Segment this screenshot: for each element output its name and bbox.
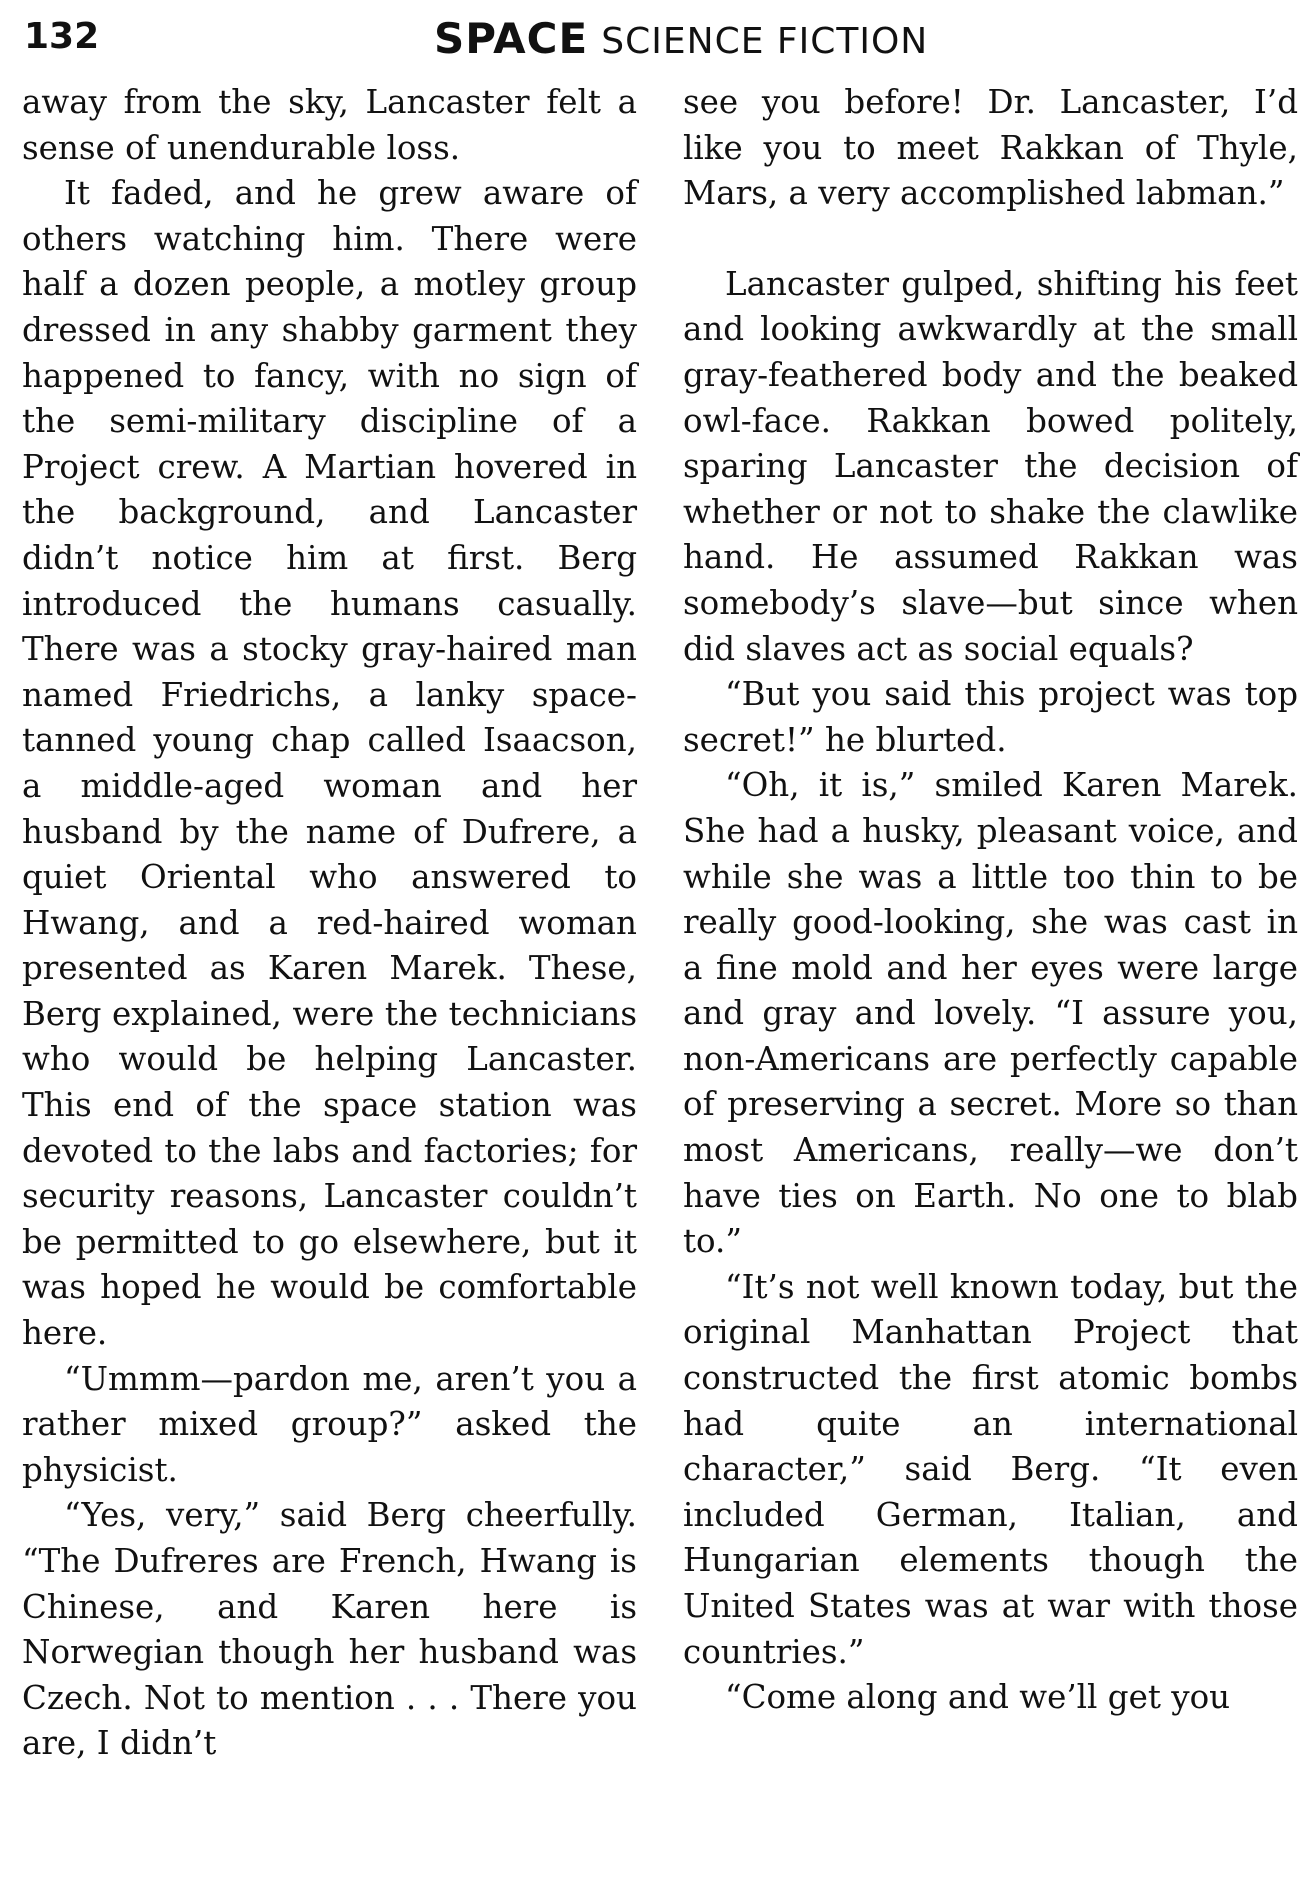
page-header — [24, 10, 1294, 63]
paragraph: Lancaster gulped, shifting his feet and looking awkwardly at the small gray-feathered body and the beaked owl-face. Rakkan bowed politely, sparing Lancaster the decision of whether or not to shake the clawlike hand. He assumed Rakkan was somebody’s slave—but since when did slaves act as social equals? — [683, 264, 1298, 668]
title-bold: SPACE — [434, 14, 589, 63]
paragraph: “Oh, it is,” smiled Karen Marek. She had a husky, pleasant voice, and while she was a little too thin to be really good-looking, she was cast in a fine mold and her eyes were large and gray and lovely. “I assure you, non-Americans are perfectly capable of preserving a secret. More so than most Americans, really—we don’t have ties on Earth. No one to blab to.” — [683, 766, 1298, 1261]
left-column — [22, 80, 637, 1767]
paragraph: “Ummm—pardon me, aren’t you a rather mixed group?” asked the physicist. — [22, 1359, 637, 1489]
title-rest: SCIENCE FICTION — [601, 21, 929, 62]
paragraph: “Yes, very,” said Berg cheerfully. “The Dufreres are French, Hwang is Chinese, and Karen here is Norwegian though her husband was Czech. Not to mention . . . There you are, I didn’t — [22, 1496, 637, 1763]
paragraph: away from the sky, Lancaster felt a sense of unendurable loss. — [22, 83, 637, 167]
right-column — [683, 80, 1298, 1721]
magazine-title — [434, 14, 928, 63]
section-break — [683, 217, 1298, 262]
paragraph: “But you said this project was top secret!” he blurted. — [683, 675, 1298, 759]
paragraph: “It’s not well known today, but the original Manhattan Project that constructed the first atomic bombs had quite an international character,” said Berg. “It even included German, Italian, and Hungarian elements though the United States was at war with those countries.” — [683, 1267, 1298, 1671]
paragraph: “Come along and we’ll get you — [725, 1678, 1231, 1717]
page-number: 132 — [24, 16, 100, 57]
paragraph: It faded, and he grew aware of others watching him. There were half a dozen people, a motley group dressed in any shabby garment they happened to fancy, with no sign of the semi-military discipline of a Project crew. A Martian hovered in the background, and Lancaster didn’t notice him at first. Berg introduced the humans casually. There was a stocky gray-haired man named Friedrichs, a lanky space-tanned young chap called Isaacson, a middle-aged woman and her husband by the name of Dufrere, a quiet Oriental who answered to Hwang, and a red-haired woman presented as Karen Marek. These, Berg explained, were the technicians who would be helping Lancaster. This end of the space station was devoted to the labs and factories; for security reasons, Lancaster couldn’t be permitted to go elsewhere, but it was hoped he would be comfortable here. — [22, 174, 637, 1353]
paragraph: see you before! Dr. Lancaster, I’d like you to meet Rakkan of Thyle, Mars, a very accomplished labman.” — [683, 83, 1298, 213]
